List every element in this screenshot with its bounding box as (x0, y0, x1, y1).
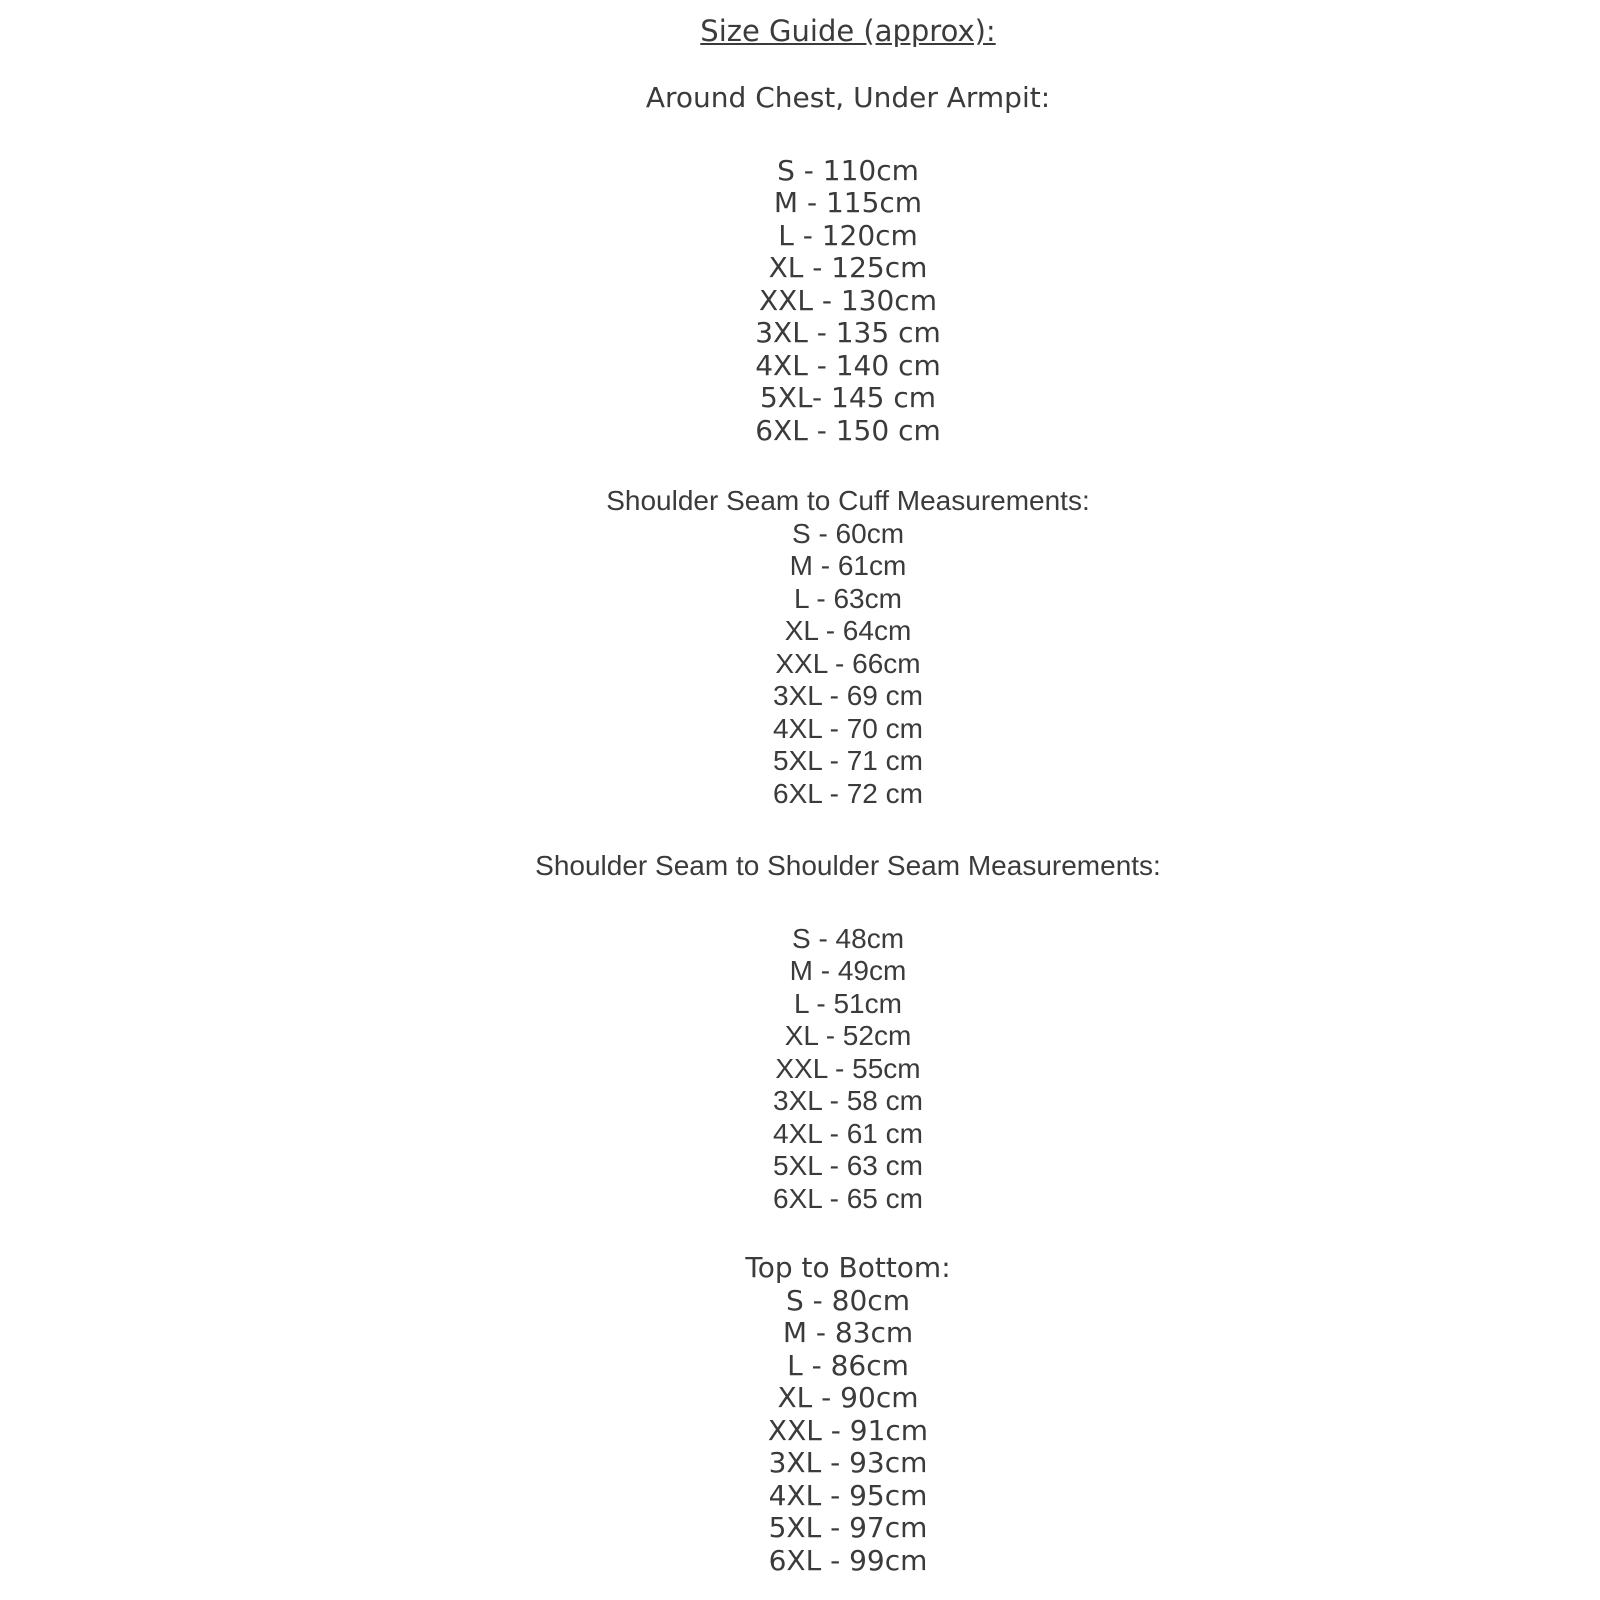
size-guide-document (96, 0, 1600, 1577)
size-entry: XL - 52cm (784, 1020, 912, 1051)
size-entry: XL - 125cm (768, 251, 928, 284)
section-heading: Around Chest, Under Armpit: (645, 81, 1051, 114)
size-entry: 4XL - 140 cm (755, 348, 941, 382)
section-heading: Top to Bottom: (745, 1251, 951, 1284)
sections-container (96, 82, 1600, 1577)
size-entry: 4XL - 95cm (768, 1478, 928, 1512)
size-entry: L - 120cm (778, 218, 918, 252)
size-entry: XXL - 91cm (767, 1413, 929, 1447)
size-entry: M - 49cm (789, 955, 907, 986)
size-entry: 6XL - 99cm (768, 1543, 928, 1577)
size-entry: 5XL - 71 cm (773, 745, 923, 776)
size-entry: XL - 64cm (784, 615, 912, 646)
size-entry: M - 115cm (773, 186, 923, 219)
size-entry: S - 110cm (777, 153, 919, 187)
size-entry: S - 60cm (791, 517, 905, 549)
size-entry: S - 48cm (791, 922, 905, 954)
size-entry: XXL - 66cm (775, 647, 921, 679)
size-entry: L - 63cm (794, 582, 902, 614)
size-entry: M - 61cm (789, 550, 907, 581)
section-heading: Shoulder Seam to Shoulder Seam Measurements: (535, 850, 1161, 881)
size-entry: L - 86cm (787, 1348, 909, 1382)
size-entry: XXL - 130cm (759, 283, 937, 317)
size-entry: L - 51cm (794, 987, 902, 1019)
size-entry: 5XL - 97cm (768, 1511, 928, 1544)
size-entry: 3XL - 93cm (768, 1446, 928, 1479)
size-section (96, 1252, 1600, 1577)
size-entry: 6XL - 72 cm (773, 777, 923, 809)
page-title: Size Guide (approx): (700, 14, 996, 48)
size-entry: S - 80cm (786, 1283, 910, 1317)
size-entry: 5XL- 145 cm (759, 381, 937, 414)
size-entry: M - 83cm (782, 1316, 914, 1349)
size-entry: XL - 90cm (777, 1381, 919, 1414)
size-entry: 5XL - 63 cm (773, 1150, 923, 1181)
size-entry: XXL - 55cm (775, 1052, 921, 1084)
size-entry: 4XL - 70 cm (773, 712, 923, 744)
size-section (96, 850, 1600, 1215)
size-entry: 6XL - 65 cm (773, 1182, 923, 1214)
size-entry: 4XL - 61 cm (773, 1117, 923, 1149)
size-entry: 3XL - 69 cm (773, 680, 923, 711)
size-entry: 3XL - 58 cm (773, 1085, 923, 1116)
size-section (96, 82, 1600, 447)
section-heading: Shoulder Seam to Cuff Measurements: (606, 485, 1090, 516)
size-entry: 6XL - 150 cm (755, 413, 941, 447)
size-entry: 3XL - 135 cm (755, 316, 941, 349)
size-section (96, 485, 1600, 810)
